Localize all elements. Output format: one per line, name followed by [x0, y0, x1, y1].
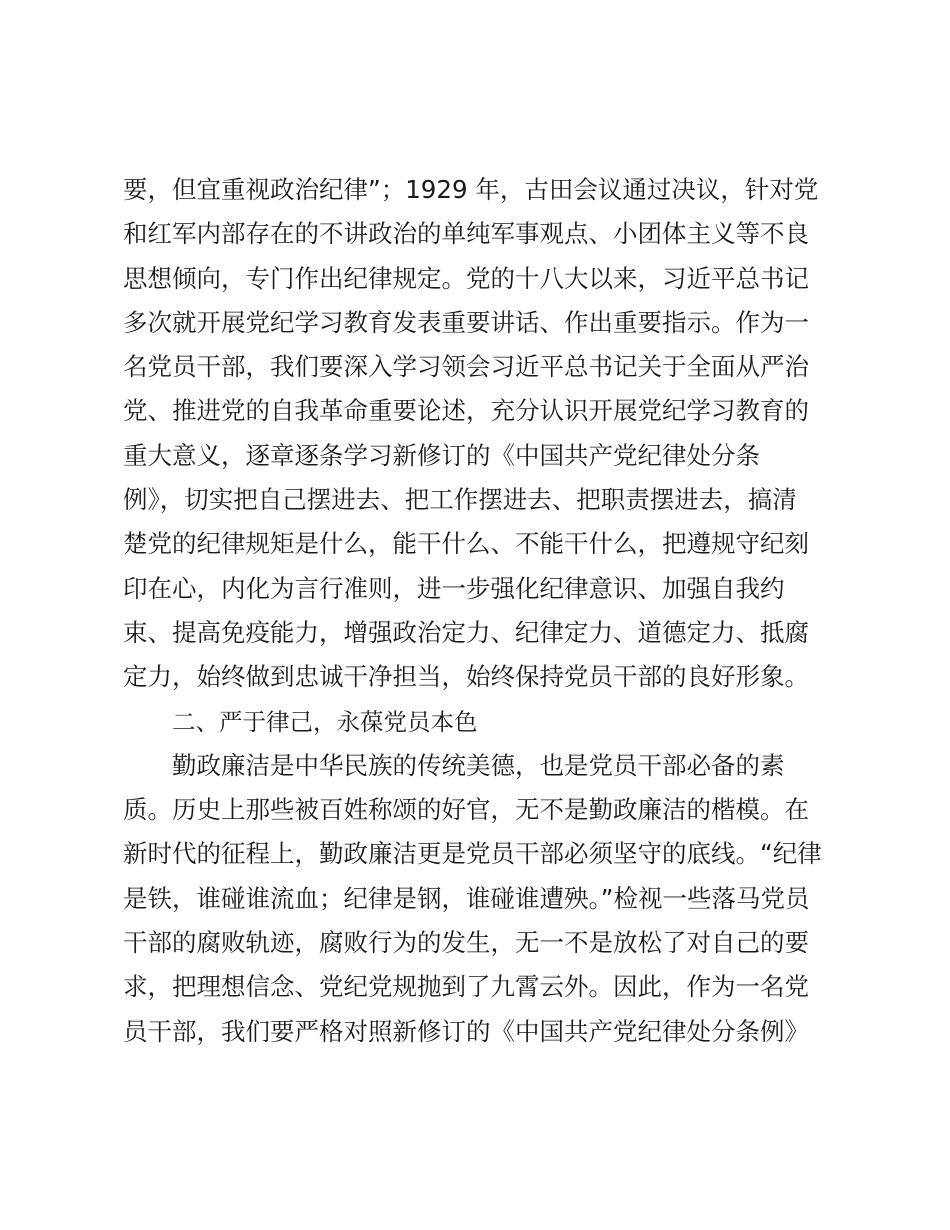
- text-line: 楚党的纪律规矩是什么，能干什么、不能干什么，把遵规守纪刻: [123, 529, 809, 559]
- text-line: 例》，切实把自己摆进去、把工作摆进去、把职责摆进去，搞清: [123, 485, 797, 515]
- text-line: 束、提高免疫能力，增强政治定力、纪律定力、道德定力、抵腐: [123, 617, 809, 647]
- document-body: [123, 168, 843, 1054]
- text-line: 思想倾向，专门作出纪律规定。党的十八大以来，习近平总书记: [123, 263, 809, 293]
- text-line: 重大意义，逐章逐条学习新修订的《中国共产党纪律处分条: [123, 440, 760, 470]
- text-line: 是铁，谁碰谁流血；纪律是钢，谁碰谁遭殃。”检视一些落马党员: [123, 883, 810, 913]
- text-line: 印在心，内化为言行准则，进一步强化纪律意识、加强自我约: [123, 573, 785, 603]
- text-line: 勤政廉洁是中华民族的传统美德，也是党员干部必备的素: [172, 750, 785, 780]
- text-line: 多次就开展党纪学习教育发表重要讲话、作出重要指示。作为一: [123, 307, 809, 337]
- text-line: 干部的腐败轨迹，腐败行为的发生，无一不是放松了对自己的要: [123, 928, 809, 958]
- text-line: 求，把理想信念、党纪党规抛到了九霄云外。因此，作为一名党: [123, 972, 809, 1002]
- section-heading: 二、严于律己，永葆党员本色: [172, 707, 478, 736]
- text-line: 名党员干部，我们要深入学习领会习近平总书记关于全面从严治: [123, 352, 809, 382]
- text-line: 党、推进党的自我革命重要论述，充分认识开展党纪学习教育的: [123, 396, 809, 426]
- text-line: 要，但宜重视政治纪律”；1929 年，古田会议通过决议，针对党: [123, 175, 819, 204]
- text-line: 员干部，我们要严格对照新修订的《中国共产党纪律处分条例》: [123, 1016, 809, 1046]
- text-line: 定力，始终做到忠诚干净担当，始终保持党员干部的良好形象。: [123, 662, 809, 692]
- text-line: 和红军内部存在的不讲政治的单纯军事观点、小团体主义等不良: [123, 219, 809, 249]
- text-line: 新时代的征程上，勤政廉洁更是党员干部必须坚守的底线。“纪律: [123, 839, 822, 869]
- text-line: 质。历史上那些被百姓称颂的好官，无不是勤政廉洁的楷模。在: [123, 795, 809, 825]
